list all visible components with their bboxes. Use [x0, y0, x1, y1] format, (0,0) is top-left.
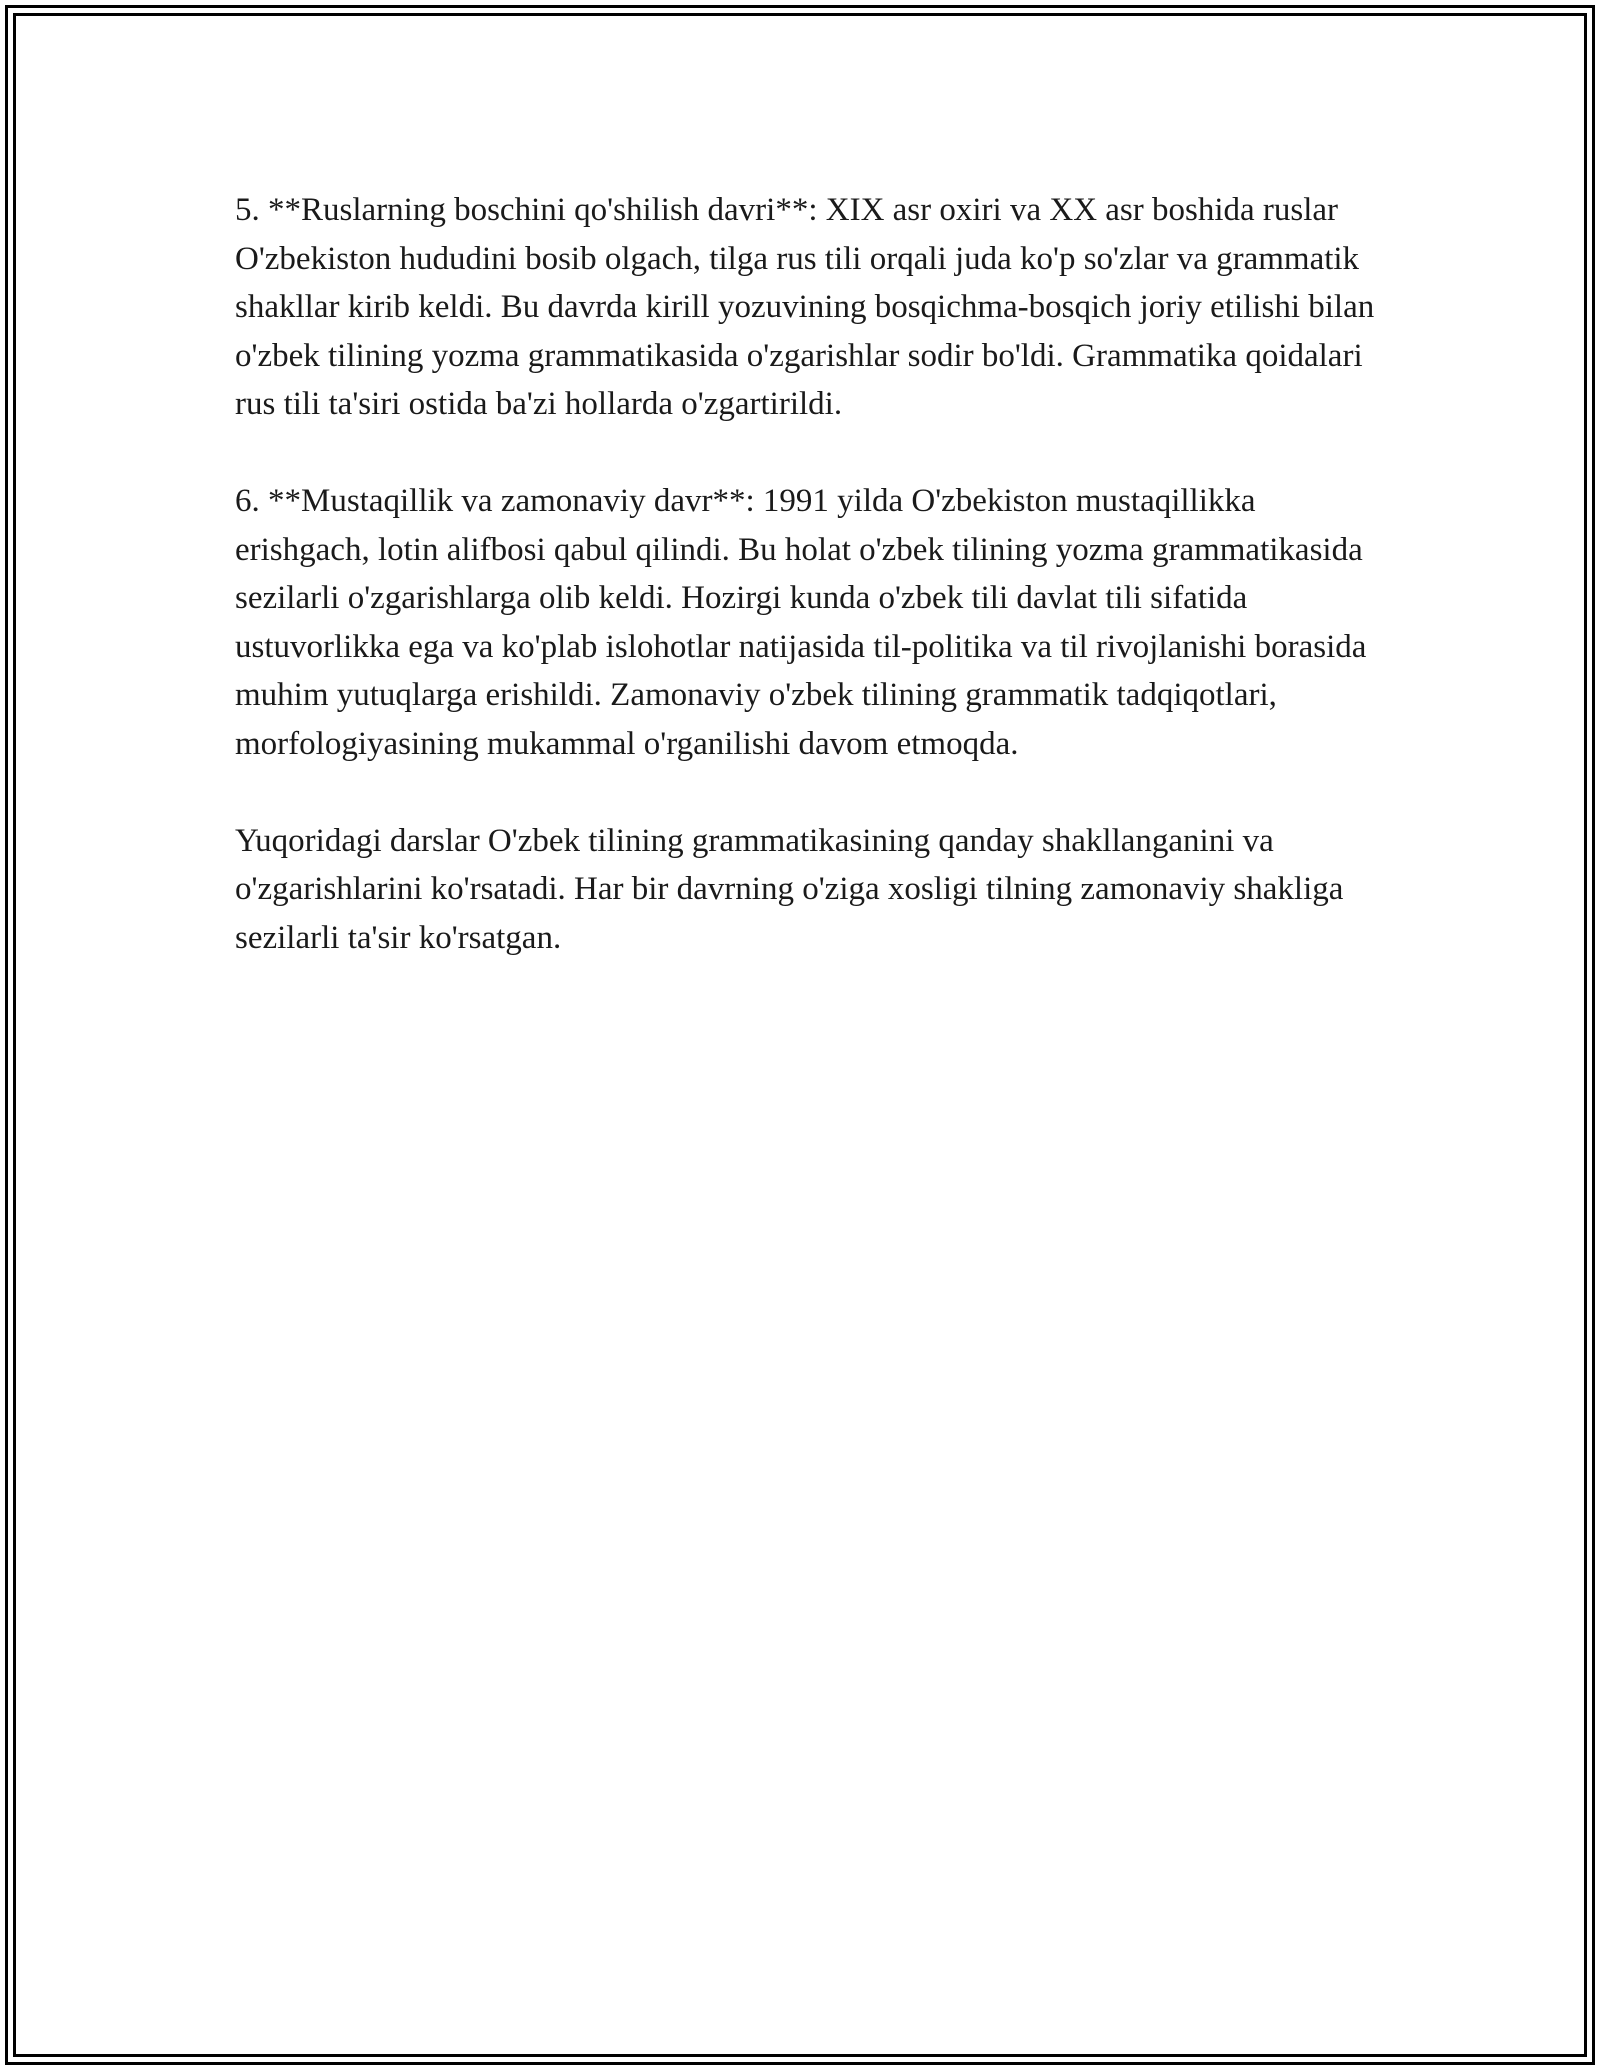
paragraph-russian-period: 5. **Ruslarning boschini qo'shilish davri**: XIX asr oxiri va XX asr boshida ruslar O'zbekiston hududini bosib olgach, tilga rus tili orqali juda ko'p so'zlar va grammatik shakllar kirib keldi. Bu davrda kirill yozuvining bosqichma-bosqich joriy etilishi bilan o'zbek tilining yozma grammatikasida o'zgarishlar sodir bo'ldi. Grammatika qoidalari rus tili ta'siri ostida ba'zi hollarda o'zgartirildi.	[235, 192, 1375, 422]
paragraph-conclusion: Yuqoridagi darslar O'zbek tilining grammatikasining qanday shakllanganini va o'zgarishlarini ko'rsatadi. Har bir davrning o'ziga xosligi tilning zamonaviy shakliga sezilarli ta'sir ko'rsatgan.	[235, 822, 1344, 956]
document-body	[235, 186, 1375, 1011]
paragraph-independence-period: 6. **Mustaqillik va zamonaviy davr**: 1991 yilda O'zbekiston mustaqillikka erishgach, lotin alifbosi qabul qilindi. Bu holat o'zbek tilining yozma grammatikasida sezilarli o'zgarishlarga olib keldi. Hozirgi kunda o'zbek tili davlat tili sifatida ustuvorlikka ega va ko'plab islohotlar natijasida til-politika va til rivojlanishi borasida muhim yutuqlarga erishildi. Zamonaviy o'zbek tilining grammatik tadqiqotlari, morfologiyasining mukammal o'rganilishi davom etmoqda.	[235, 483, 1367, 762]
